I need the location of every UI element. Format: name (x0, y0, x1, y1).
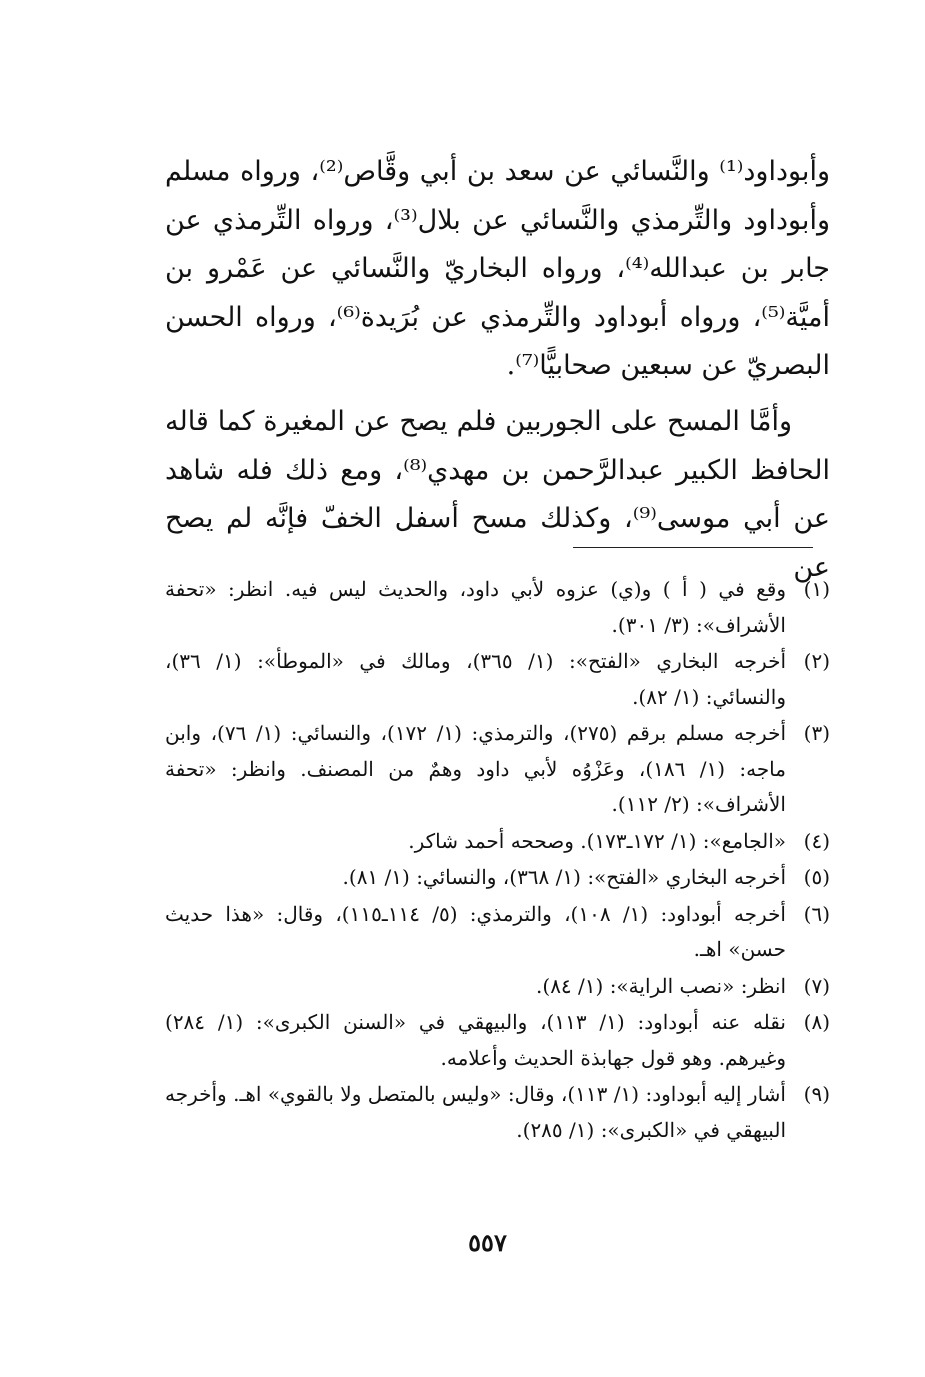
body-paragraph-2 (165, 398, 830, 592)
body-paragraph-1: وأبوداود⁽¹⁾ والنَّسائي عن سعد بن أبي وقَّاص⁽²⁾، ورواه مسلم وأبوداود والتِّرمذي والنَّسائي عن بلال⁽³⁾، ورواه التِّرمذي عن جابر بن عبدالله⁽⁴⁾، ورواه البخاريّ والنَّسائي عن عَمْرو بن أميَّة⁽⁵⁾، ورواه أبوداود والتِّرمذي عن بُرَيدة⁽⁶⁾، ورواه الحسن البصريّ عن سبعين صحابيًّا⁽⁷⁾. (165, 156, 830, 381)
footnote (165, 644, 830, 715)
footnote-number: (٥) (803, 865, 830, 889)
footnote (165, 716, 830, 823)
footnote-text: أخرجه البخاري «الفتح»: (١/ ٣٦٨)، والنسائي: (١/ ٨١). (342, 865, 786, 889)
footnote-number: (٢) (803, 649, 830, 673)
footnote-text: أخرجه أبوداود: (١/ ١٠٨)، والترمذي: (٥/ ١١٤ـ١١٥)، وقال: «هذا حديث حسن» اهـ. (165, 901, 786, 961)
main-text-block-2 (165, 398, 830, 592)
footnote-separator (573, 547, 813, 548)
footnote-text: أخرجه مسلم برقم (٢٧٥)، والترمذي: (١/ ١٧٢)، والنسائي: (١/ ٧٦)، وابن ماجه: (١/ ١٨٦)، وعَزْوُه لأبي داود وهمٌ من المصنف. وانظر: «تحفة الأشراف»: (٢/ ١١٢). (165, 721, 786, 816)
footnote-number: (٧) (803, 973, 830, 998)
body-paragraph-2-text: وأمَّا المسح على الجوربين فلم يصح عن المغيرة كما قاله الحافظ الكبير عبدالرَّحمن بن مهدي⁽⁸⁾، ومع ذلك فله شاهد عن أبي موسى⁽⁹⁾، وكذلك مسح أسفل الخفّ فإنَّه لم يصح عن (165, 406, 830, 583)
footnote-text: انظر: «نصب الراية»: (١/ ٨٤). (536, 973, 786, 998)
footnote-number: (٣) (803, 721, 830, 745)
footnote (165, 1077, 830, 1148)
footnote-number: (١) (803, 577, 830, 601)
footnote (165, 1005, 830, 1076)
footnote-number: (٤) (803, 828, 830, 853)
footnote-text: «الجامع»: (١/ ١٧٢ـ١٧٣). وصححه أحمد شاكر. (408, 828, 786, 853)
footnote (165, 824, 830, 860)
footnote-text: أخرجه البخاري «الفتح»: (١/ ٣٦٥)، ومالك في «الموطأ»: (١/ ٣٦)، والنسائي: (١/ ٨٢). (165, 649, 786, 709)
footnote-number: (٩) (803, 1082, 830, 1106)
footnote-number: (٨) (803, 1010, 830, 1034)
footnote (165, 897, 830, 968)
main-text-block (165, 148, 830, 391)
footnote (165, 969, 830, 1005)
footnote-text: أشار إليه أبوداود: (١/ ١١٣)، وقال: «وليس بالمتصل ولا بالقوي» اهـ. وأخرجه البيهقي في «الكبرى»: (١/ ٢٨٥). (165, 1082, 786, 1142)
footnote-text: نقله عنه أبوداود: (١/ ١١٣)، والبيهقي في «السنن الكبرى»: (١/ ٢٨٤) وغيرهم. وهو قول جهابذة الحديث وأعلامه. (165, 1010, 786, 1070)
footnote-text: وقع في ( أ ) و(ي) عزوه لأبي داود، والحديث ليس فيه. انظر: «تحفة الأشراف»: (٣/ ٣٠١). (165, 577, 786, 637)
footnote-number: (٦) (803, 901, 830, 926)
page-number: ٥٥٧ (468, 1228, 507, 1257)
footnote (165, 860, 830, 896)
footnote (165, 572, 830, 643)
footnotes-section (165, 572, 830, 1149)
